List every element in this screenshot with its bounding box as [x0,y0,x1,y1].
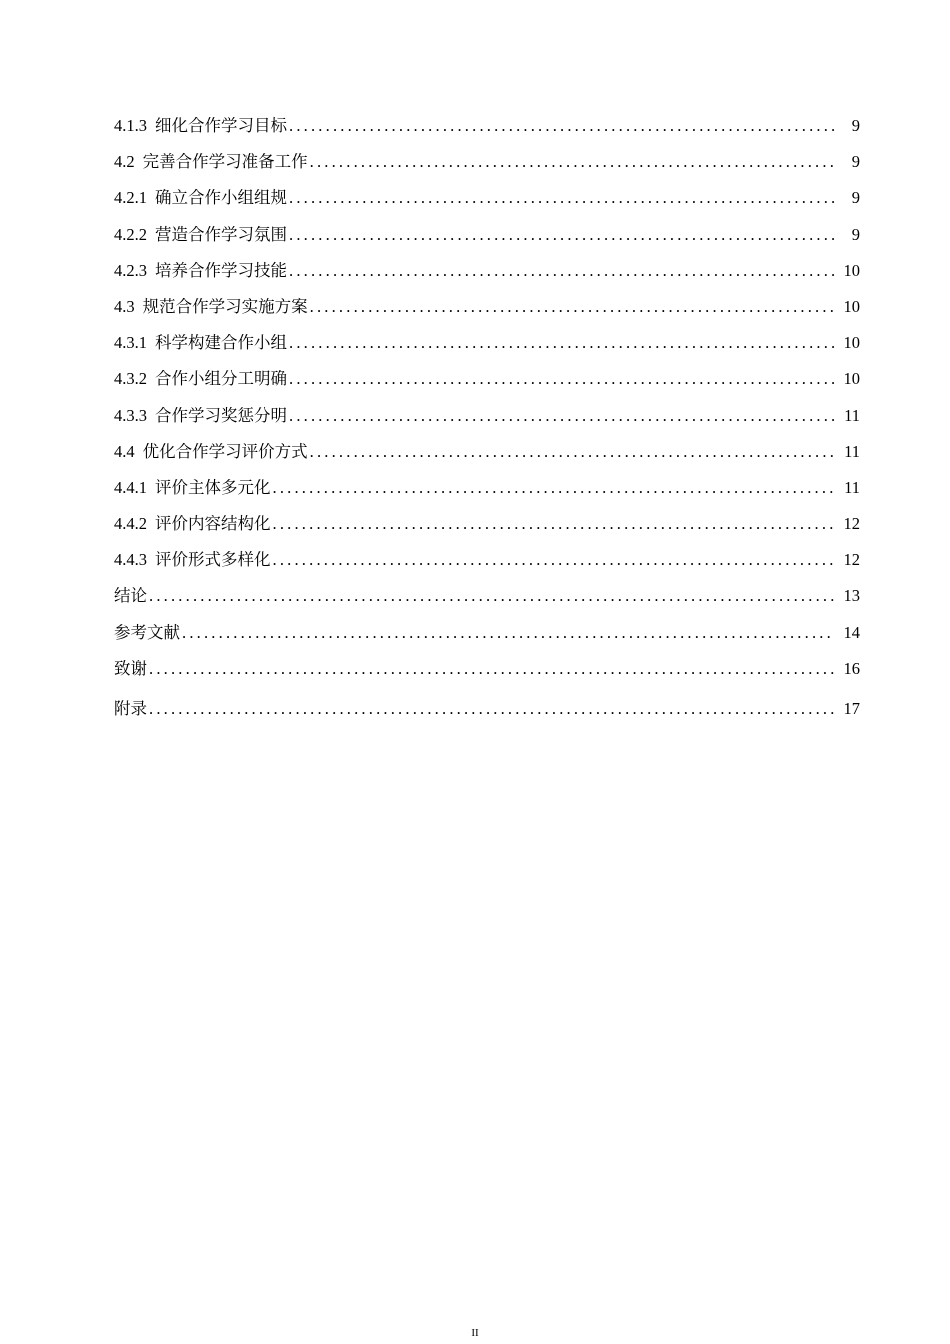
toc-page-number: 10 [843,296,860,316]
toc-dot-leader [289,261,834,281]
toc-entry[interactable] [114,582,860,618]
toc-entry-title [114,619,180,643]
table-of-contents [114,112,860,735]
toc-entry-title [114,546,271,570]
toc-page-number: 11 [844,477,860,497]
toc-page-number: 9 [851,152,860,172]
toc-dot-leader [310,442,834,462]
page-footer-number: II [471,1327,479,1339]
toc-dot-leader [289,333,834,353]
toc-page-number: 11 [844,405,860,425]
toc-entry-number: 4.2.1 [114,188,147,208]
toc-entry-title [114,184,287,208]
toc-entry-text: 科学构建合作小组 [155,333,287,353]
toc-entry[interactable] [114,365,860,401]
toc-dot-leader [289,225,834,245]
toc-entry[interactable] [114,655,860,691]
toc-dot-leader [289,369,834,389]
toc-dot-leader [182,623,834,643]
toc-entry-title [114,402,287,426]
toc-entry[interactable] [114,474,860,510]
toc-entry-title [114,112,287,136]
toc-entry-title [114,695,147,719]
toc-entry-title [114,257,287,281]
toc-entry-number: 4.3.2 [114,369,147,389]
toc-entry-text: 细化合作学习目标 [155,116,287,135]
toc-page-number: 13 [843,586,860,606]
toc-entry-text: 合作小组分工明确 [155,369,287,389]
toc-page-number: 16 [843,658,860,678]
toc-entry-number: 4.3.3 [114,405,147,425]
toc-page-number: 14 [843,622,860,642]
toc-dot-leader [149,699,834,719]
toc-entry-number: 4.1.3 [114,116,147,135]
toc-page-number: 12 [843,514,860,534]
toc-entry-text: 评价内容结构化 [155,514,271,534]
toc-entry[interactable] [114,329,860,365]
toc-dot-leader [273,514,835,534]
toc-entry-number: 4.4.1 [114,477,147,497]
toc-entry-title [114,438,308,462]
toc-entry[interactable] [114,438,860,474]
toc-entry-text: 完善合作学习准备工作 [142,152,308,172]
toc-entry[interactable] [114,546,860,582]
toc-entry[interactable] [114,293,860,329]
toc-entry-text: 优化合作学习评价方式 [142,441,308,461]
toc-dot-leader [310,297,834,317]
toc-entry-text: 评价主体多元化 [155,477,271,497]
toc-dot-leader [289,116,834,136]
toc-entry-title [114,582,147,606]
toc-entry-text: 合作学习奖惩分明 [155,405,287,425]
toc-entry-title [114,365,287,389]
toc-entry-text: 结论 [114,586,147,606]
toc-entry-text: 评价形式多样化 [155,550,271,570]
toc-entry[interactable] [114,402,860,438]
toc-page-number: 10 [843,369,860,389]
toc-page-number: 17 [843,699,860,718]
toc-entry-text: 附录 [114,699,147,718]
toc-page-number: 11 [844,441,860,461]
toc-entry-number: 4.4.3 [114,550,147,570]
toc-page-number: 10 [843,260,860,280]
toc-dot-leader [273,550,835,570]
toc-dot-leader [149,586,834,606]
toc-dot-leader [310,152,834,172]
toc-entry-text: 确立合作小组组规 [155,188,287,208]
toc-page-number: 9 [851,188,860,208]
toc-entry-title [114,148,308,172]
toc-entry[interactable] [114,691,860,735]
toc-entry-title [114,293,308,317]
toc-page-number: 9 [851,224,860,244]
toc-entry[interactable] [114,619,860,655]
toc-entry[interactable] [114,257,860,293]
toc-entry-title [114,510,271,534]
toc-entry-title [114,474,271,498]
toc-entry-number: 4.3 [114,296,135,316]
toc-page-number: 12 [843,550,860,570]
toc-dot-leader [289,188,834,208]
toc-entry-text: 规范合作学习实施方案 [142,296,308,316]
toc-entry-text: 参考文献 [114,622,180,642]
toc-entry[interactable] [114,112,860,148]
toc-page-number: 9 [851,116,860,135]
toc-entry[interactable] [114,148,860,184]
toc-entry-number: 4.2.2 [114,224,147,244]
toc-entry-number: 4.2.3 [114,260,147,280]
toc-dot-leader [273,478,835,498]
toc-entry[interactable] [114,510,860,546]
toc-entry[interactable] [114,184,860,220]
toc-dot-leader [149,659,834,679]
toc-entry-text: 营造合作学习氛围 [155,224,287,244]
toc-dot-leader [289,406,834,426]
toc-page-number: 10 [843,333,860,353]
toc-entry-number: 4.2 [114,152,135,172]
toc-entry-number: 4.4 [114,441,135,461]
toc-entry-text: 致谢 [114,658,147,678]
toc-entry-title [114,655,147,679]
toc-entry-title [114,329,287,353]
toc-entry[interactable] [114,221,860,257]
toc-entry-number: 4.4.2 [114,514,147,534]
toc-entry-text: 培养合作学习技能 [155,260,287,280]
toc-entry-title [114,221,287,245]
toc-entry-number: 4.3.1 [114,333,147,353]
